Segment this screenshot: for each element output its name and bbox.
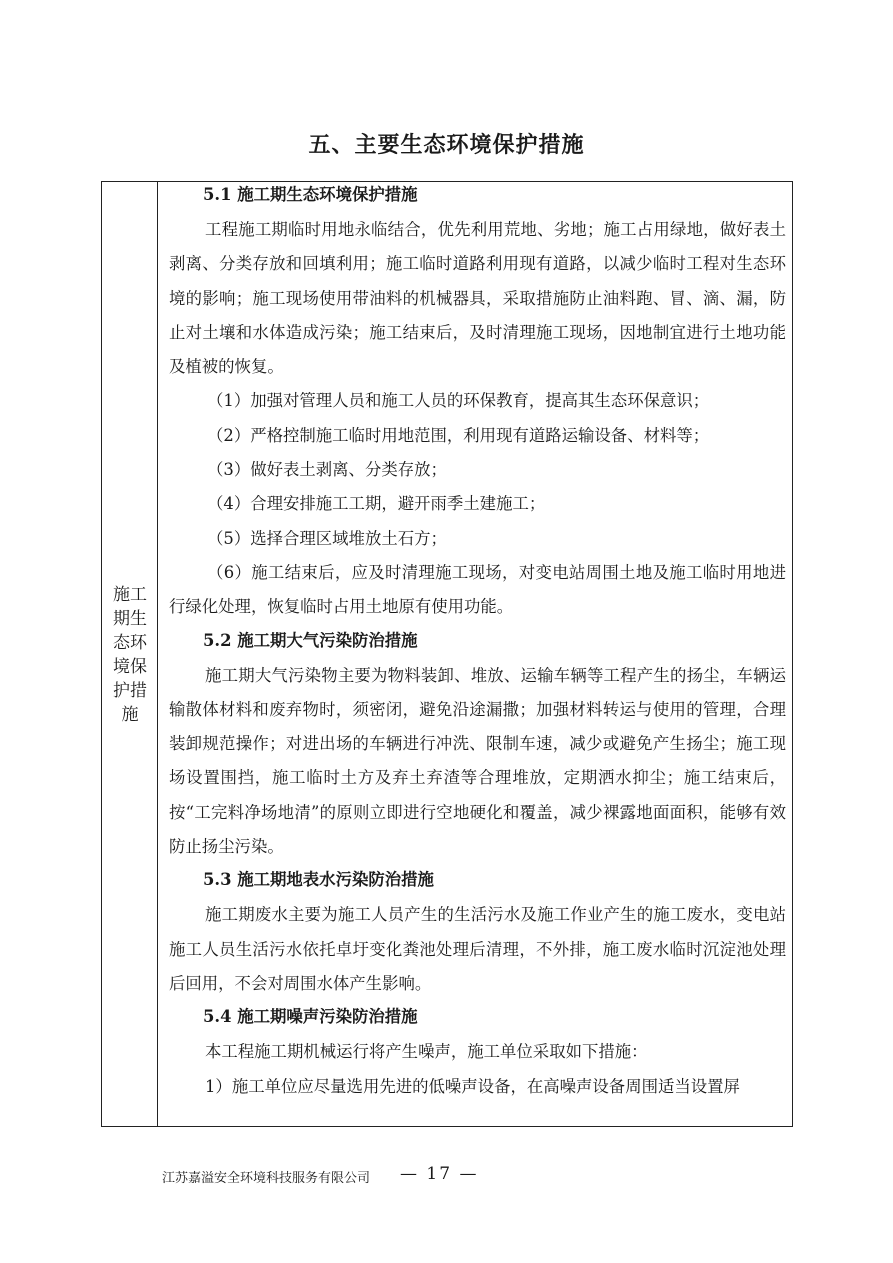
- page-number: — 17 —: [400, 1164, 479, 1184]
- section-paragraph-5-1: 工程施工期临时用地永临结合，优先利用荒地、劣地；施工占用绿地，做好表土剥离、分类存放和回填利用；施工临时道路利用现有道路，以减少临时工程对生态环境的影响；施工现场使用带油料的机械器具，采取措施防止油料跑、冒、滴、漏，防止对土壤和水体造成污染；施工结束后，及时清理施工现场，因地制宜进行土地功能及植被的恢复。: [169, 220, 786, 377]
- left-column-label: 施工期生态环境保护措施: [113, 585, 147, 725]
- list-item: （2）严格控制施工临时用地范围，利用现有道路运输设备、材料等；: [207, 425, 710, 445]
- section-paragraph-5-4: 本工程施工期机械运行将产生噪声，施工单位采取如下措施：: [205, 1042, 648, 1062]
- section-paragraph-5-3: 施工期废水主要为施工人员产生的生活污水及施工作业产生的施工废水，变电站施工人员生活污水依托卓圩变化粪池处理后清理，不外排，施工废水临时沉淀池处理后回用，不会对周围水体产生影响。: [169, 905, 786, 993]
- table-left-column: [102, 182, 158, 1126]
- list-item: 1）施工单位应尽量选用先进的低噪声设备，在高噪声设备周围适当设置屏: [205, 1076, 740, 1096]
- list-item: （6）施工结束后，应及时清理施工现场，对变电站周围土地及施工临时用地进行绿化处理，恢复临时占用土地原有使用功能。: [169, 562, 786, 617]
- section-heading-5-2: 5.2 施工期大气污染防治措施: [203, 630, 418, 650]
- footer-company: 江苏嘉溢安全环境科技服务有限公司: [162, 1171, 371, 1186]
- list-item: （5）选择合理区域堆放土石方；: [207, 528, 447, 548]
- list-item: （3）做好表土剥离、分类存放；: [207, 460, 447, 480]
- table-content: [169, 182, 786, 1104]
- section-heading-5-4: 5.4 施工期噪声污染防治措施: [203, 1007, 418, 1027]
- section-heading-5-1: 5.1 施工期生态环境保护措施: [203, 185, 418, 204]
- section-paragraph-5-2: 施工期大气污染物主要为物料装卸、堆放、运输车辆等工程产生的扬尘，车辆运输散体材料和废弃物时，须密闭，避免沿途漏撒；加强材料转运与使用的管理，合理装卸规范操作；对进出场的车辆进行冲洗、限制车速，减少或避免产生扬尘；施工现场设置围挡，施工临时土方及弃土弃渣等合理堆放，定期洒水抑尘；施工结束后，按“工完料净场地清”的原则立即进行空地硬化和覆盖，减少裸露地面面积，能够有效防止扬尘污染。: [169, 665, 786, 857]
- list-item: （1）加强对管理人员和施工人员的环保教育，提高其生态环保意识；: [207, 391, 710, 411]
- list-item: （4）合理安排施工工期，避开雨季土建施工；: [207, 494, 546, 514]
- page-title: 五、主要生态环境保护措施: [308, 133, 585, 158]
- measures-table: [101, 181, 793, 1127]
- section-heading-5-3: 5.3 施工期地表水污染防治措施: [203, 870, 434, 890]
